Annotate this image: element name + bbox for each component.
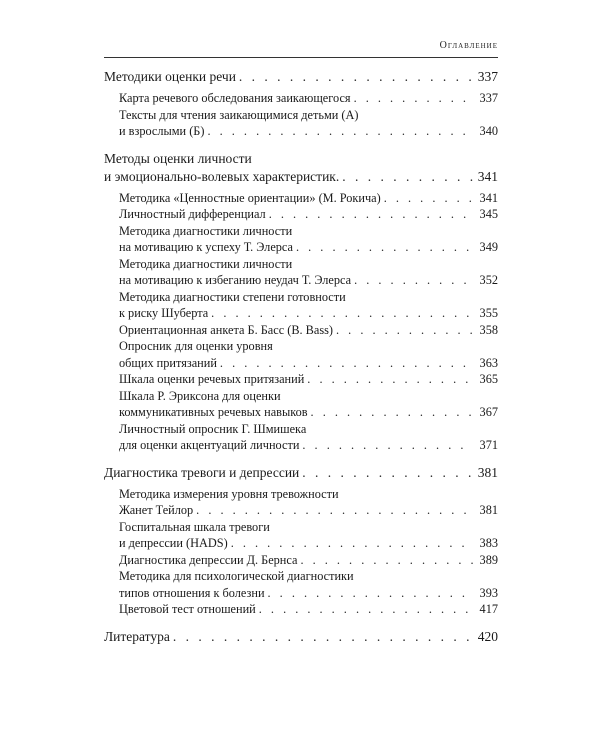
entry-text: типов отношения к болезни (119, 585, 265, 600)
toc-entry (104, 568, 498, 601)
entry-row (104, 123, 498, 140)
entry-text: и взрослыми (Б) (119, 124, 205, 138)
entry-row (104, 404, 498, 421)
page-number: 358 (479, 322, 498, 337)
page-number: 337 (477, 69, 498, 84)
toc-entry (104, 256, 498, 289)
toc-section (104, 68, 498, 140)
toc-entry (104, 90, 498, 107)
entry-text: Тексты для чтения заикающимися детьми (А) (119, 107, 359, 122)
toc-entry (104, 552, 498, 569)
entry-row (104, 535, 498, 552)
page-number: 393 (479, 585, 498, 600)
dot-leader (220, 355, 473, 372)
entry-text: Госпитальная шкала тревоги (119, 519, 270, 534)
entry-text: к риску Шуберта (119, 306, 209, 320)
toc-entry (104, 421, 498, 454)
dot-leader (259, 601, 473, 618)
section-title-text: и эмоционально-волевых характеристик. (104, 168, 340, 184)
entry-text: Ориентационная анкета Б. Басс (B. Bass) (119, 322, 334, 337)
page-number: 341 (479, 190, 498, 205)
entry-text: Жанет Тейлор (119, 503, 194, 517)
entry-text: и депрессии (HADS) (119, 536, 228, 550)
dot-leader (296, 239, 473, 256)
entry-row (104, 601, 498, 618)
dot-leader (342, 168, 473, 186)
entry-text: Методика диагностики личности (119, 256, 293, 271)
page-number: 389 (479, 552, 498, 567)
toc-entry (104, 206, 498, 223)
toc-entry (104, 601, 498, 618)
section-title-row (104, 628, 498, 646)
dot-leader (354, 90, 473, 107)
toc-section (104, 464, 498, 618)
dot-leader (173, 628, 473, 646)
entry-text: на мотивацию к избеганию неудач Т. Элерса (119, 273, 352, 287)
toc-entry (104, 388, 498, 421)
entry-row (104, 437, 498, 454)
entry-text: Методика измерения уровня тревожности (119, 486, 339, 501)
section-title-row (104, 464, 498, 482)
running-head: Оглавление (104, 40, 498, 58)
toc-entry (104, 371, 498, 388)
page-number: 367 (479, 405, 498, 419)
entry-text: для оценки акцентуаций личности (119, 438, 300, 452)
section-title-row (104, 168, 498, 186)
dot-leader (268, 585, 473, 602)
toc-entry (104, 338, 498, 371)
entry-text: Методика диагностики степени готовности (119, 289, 346, 304)
entry-text: Цветовой тест отношений (119, 602, 256, 616)
entry-text: Шкала оценки речевых притязаний (119, 372, 305, 386)
entry-text: Карта речевого обследования заикающегося (119, 91, 351, 105)
dot-leader (231, 535, 473, 552)
entry-row (104, 305, 498, 322)
dot-leader (302, 437, 473, 454)
dot-leader (207, 123, 473, 140)
toc-entry (104, 223, 498, 256)
dot-leader (307, 371, 473, 388)
page-number: 371 (479, 438, 498, 452)
dot-leader (384, 190, 473, 207)
entry-text: Методика для психологической диагностики (119, 569, 354, 583)
dot-leader (300, 552, 473, 569)
dot-leader (336, 322, 473, 339)
page-number: 381 (477, 464, 498, 480)
dot-leader (211, 305, 473, 322)
page-number: 355 (479, 306, 498, 320)
toc-entry (104, 107, 498, 140)
toc-entry (104, 519, 498, 552)
entry-row (104, 552, 498, 569)
table-of-contents (104, 68, 498, 656)
page-number: 381 (479, 503, 498, 517)
entry-text: Методика диагностики личности (119, 223, 293, 238)
page-number: 349 (479, 240, 498, 254)
entry-row (104, 272, 498, 289)
dot-leader (269, 206, 473, 223)
entry-row (104, 190, 498, 207)
entry-row (104, 322, 498, 339)
section-title-text: Методы оценки личности (104, 150, 252, 166)
page-number: 365 (479, 372, 498, 386)
entry-row (104, 239, 498, 256)
page-number: 363 (479, 355, 498, 370)
entry-row (104, 585, 498, 602)
entry-row (104, 502, 498, 519)
entry-text: общих притязаний (119, 355, 217, 370)
entry-text: Опросник для оценки уровня (119, 339, 273, 353)
entry-text: коммуникативных речевых навыков (119, 405, 308, 419)
page-number: 340 (479, 124, 498, 138)
page-number: 383 (479, 536, 498, 550)
section-title-text: Диагностика тревоги и депрессии (104, 464, 300, 480)
dot-leader (239, 68, 473, 86)
section-title-row (104, 68, 498, 86)
section-title-text: Методики оценки речи (104, 69, 236, 84)
dot-leader (354, 272, 473, 289)
toc-entry (104, 486, 498, 519)
page-number: 352 (479, 273, 498, 287)
entry-row (104, 355, 498, 372)
page-number: 417 (479, 602, 498, 616)
entry-row (104, 371, 498, 388)
dot-leader (196, 502, 473, 519)
entry-text: Личностный дифференциал (119, 207, 266, 221)
toc-section (104, 150, 498, 454)
entry-row (104, 206, 498, 223)
entry-text: Диагностика депрессии Д. Бернса (119, 552, 298, 567)
toc-entry (104, 322, 498, 339)
page-number: 420 (477, 628, 498, 644)
entry-text: Личностный опросник Г. Шмишека (119, 421, 307, 436)
dot-leader (311, 404, 473, 421)
toc-entry (104, 190, 498, 207)
toc-section (104, 628, 498, 646)
toc-entry (104, 289, 498, 322)
section-title-text: Литература (104, 628, 170, 644)
entry-row (104, 90, 498, 107)
entry-text: Методика «Ценностные ориентации» (М. Рокича) (119, 190, 381, 205)
dot-leader (302, 464, 473, 482)
page-number: 345 (479, 207, 498, 221)
page-number: 337 (479, 91, 498, 105)
entry-text: на мотивацию к успеху Т. Элерса (119, 240, 293, 254)
page-number: 341 (477, 168, 498, 184)
entry-text: Шкала Р. Эриксона для оценки (119, 388, 281, 403)
